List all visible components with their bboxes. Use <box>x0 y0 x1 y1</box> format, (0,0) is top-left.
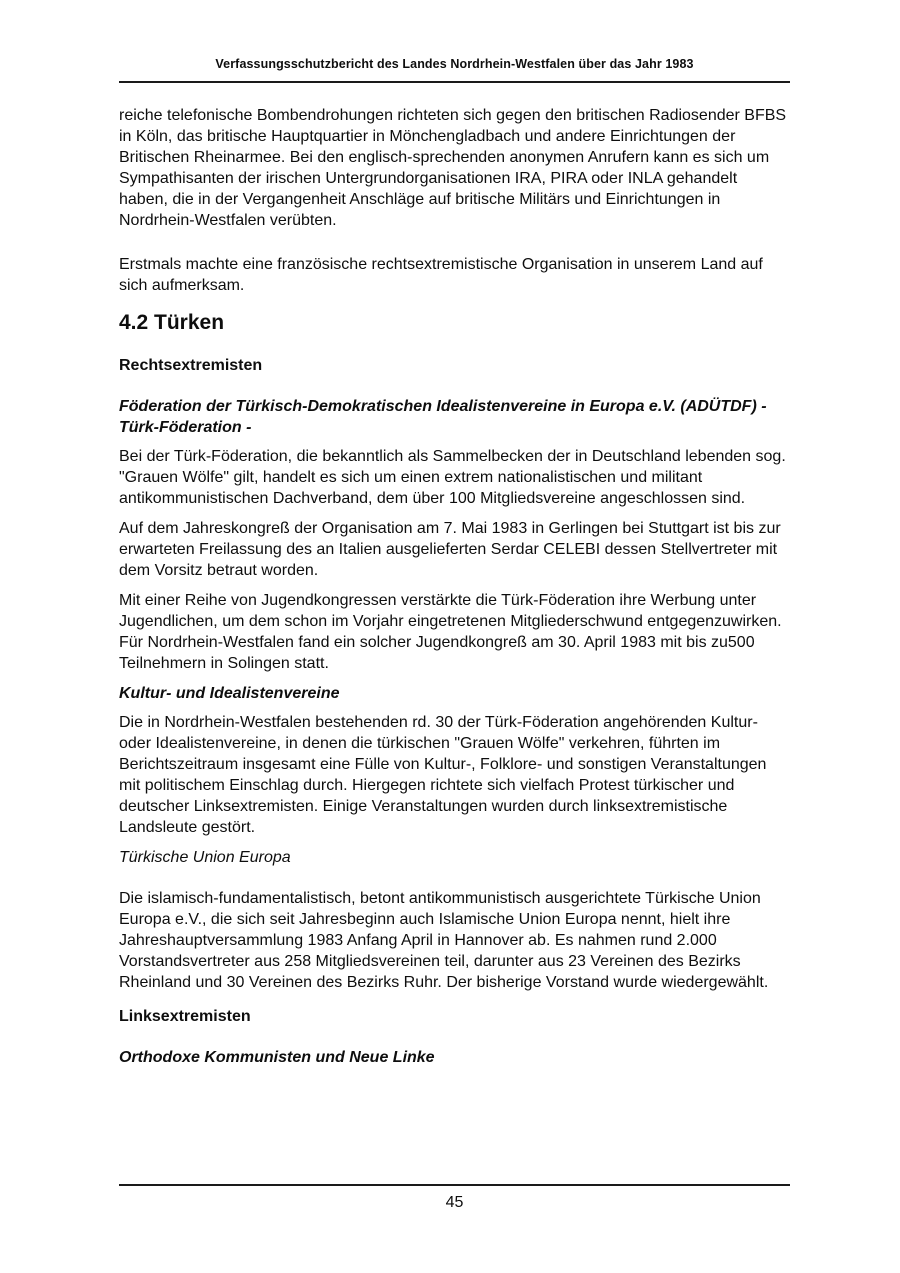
heading-kultur-idealistenvereine: Kultur- und Idealistenvereine <box>119 685 340 702</box>
paragraph-bomb-threats: reiche telefonische Bombendrohungen richteten sich gegen den britischen Radiosender BFBS in Köln, das britische Hauptquartier in Mönchengladbach und andere Einrichtungen der Britischen Rheinarmee. Bei den englisch-sprechenden anonymen Anrufern kann es sich um Sympathisanten der irischen Untergrundorganisationen IRA, PIRA oder INLA gehandelt haben, die in der Vergangenheit Anschläge auf britische Militärs und Einrichtungen in Nordrhein-Westfalen verübten. <box>119 107 787 229</box>
paragraph-tuerkische-union: Die islamisch-fundamentalistisch, betont antikommunistisch ausgerichtete Türkische Union Europa e.V., die sich seit Jahresbeginn auch Islamische Union Europa nennt, hielt ihre Jahreshauptversammlung 1983 Anfang April in Hannover ab. Es nahmen rund 2.000 Vorstandsvertreter aus 258 Mitgliedsvereinen teil, darunter aus 23 Vereinen des Bezirks Rheinland und 30 Vereinen des Bezirks Ruhr. Der bisherige Vorstand wurde wiedergewählt. <box>119 890 769 991</box>
heading-orthodoxe-kommunisten: Orthodoxe Kommunisten und Neue Linke <box>119 1049 435 1066</box>
paragraph-french-organisation: Erstmals machte eine französische rechtsextremistische Organisation in unserem Land auf sich aufmerksam. <box>119 256 763 294</box>
running-header-title: Verfassungsschutzbericht des Landes Nordrhein-Westfalen über das Jahr 1983 <box>215 57 694 71</box>
subheading-linksextremisten: Linksextremisten <box>119 1008 251 1025</box>
paragraph-jugendkongresse: Mit einer Reihe von Jugendkongressen verstärkte die Türk-Föderation ihre Werbung unter Jugendlichen, um dem schon im Vorjahr eingetretenen Mitgliederschwund entgegenzuwirken. Für Nordrhein-Westfalen fand ein solcher Jugendkongreß am 30. April 1983 mit bis zu500 Teilnehmern in Solingen statt. <box>119 592 782 672</box>
page-footer <box>119 1184 790 1213</box>
heading-tuerk-foederation: Föderation der Türkisch-Demokratischen Idealistenvereine in Europa e.V. (ADÜTDF) - Türk-Föderation - <box>119 398 767 436</box>
page-number: 45 <box>445 1194 464 1211</box>
subheading-rechtsextremisten: Rechtsextremisten <box>119 357 263 374</box>
section-heading-tuerken: 4.2 Türken <box>119 311 225 334</box>
page-content <box>119 0 790 1076</box>
paragraph-tuerk-foederation: Bei der Türk-Föderation, die bekanntlich als Sammelbecken der in Deutschland lebenden sog. "Grauen Wölfe" gilt, handelt es sich um einen extrem nationalistischen und militant antikommunistischen Dachverband, dem über 100 Mitgliedsvereine angeschlossen sind. <box>119 448 786 507</box>
paragraph-kulturvereine: Die in Nordrhein-Westfalen bestehenden rd. 30 der Türk-Föderation angehörenden Kultur- oder Idealistenvereine, in denen die türkischen "Grauen Wölfe" verkehren, führten im Berichtszeitraum insgesamt eine Fülle von Kultur-, Folklore- und sonstigen Veranstaltungen mit politischem Einschlag durch. Hiergegen richtete sich vielfach Protest türkischer und deutscher Linksextremisten. Einige Veranstaltungen wurden durch linksextremistische Landsleute gestört. <box>119 714 767 836</box>
paragraph-jahreskongress: Auf dem Jahreskongreß der Organisation am 7. Mai 1983 in Gerlingen bei Stuttgart ist bis zur erwarteten Freilassung des an Italien ausgelieferten Serdar CELEBI dessen Stellvertreter mit dem Vorsitz betraut worden. <box>119 520 781 579</box>
heading-tuerkische-union-europa: Türkische Union Europa <box>119 849 291 866</box>
header-rule <box>119 81 790 83</box>
